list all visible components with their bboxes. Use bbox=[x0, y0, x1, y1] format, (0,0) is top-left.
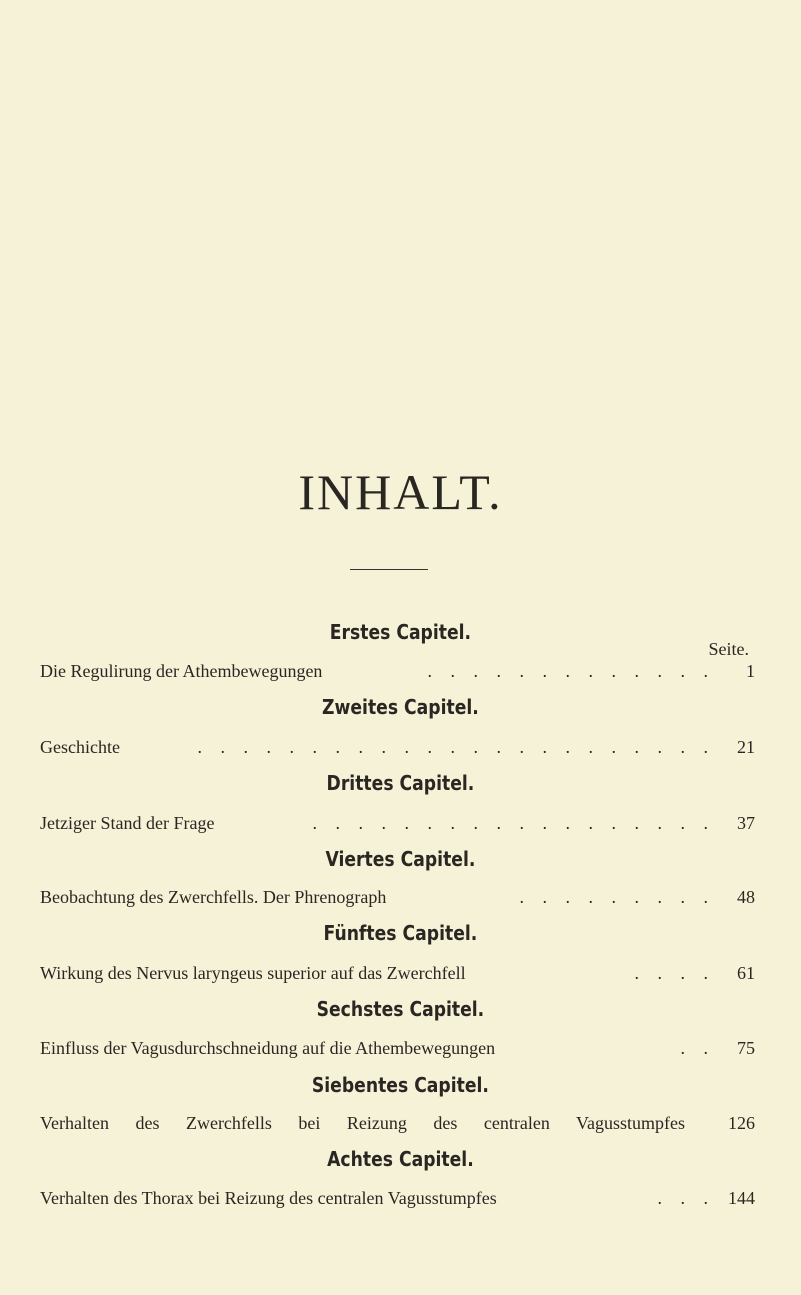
toc-page-number: 144 bbox=[728, 1188, 755, 1208]
toc-page-number: 126 bbox=[728, 1113, 755, 1133]
toc-entry bbox=[40, 735, 755, 759]
toc-page-number: 21 bbox=[737, 737, 755, 757]
toc-page-number: 48 bbox=[737, 887, 755, 907]
chapter-heading: Viertes Capitel. bbox=[325, 847, 476, 871]
toc-entry bbox=[40, 1036, 755, 1060]
dot-leader: . . . . . . . . . . . . . bbox=[427, 661, 715, 681]
dot-leader: . . bbox=[680, 1038, 715, 1058]
toc-entry bbox=[40, 1186, 755, 1210]
chapter-heading: Zweites Capitel. bbox=[322, 695, 479, 719]
toc-entry bbox=[40, 1111, 755, 1135]
chapter-heading: Fünftes Capitel. bbox=[323, 921, 478, 945]
toc-entry-text: Jetziger Stand der Frage bbox=[40, 813, 215, 833]
dot-leader: . . . . . . . . . . . . . . . . . . . . . . . bbox=[197, 737, 715, 757]
toc-page-number: 37 bbox=[737, 813, 755, 833]
toc-page-number: 75 bbox=[737, 1038, 755, 1058]
toc-entry bbox=[40, 961, 755, 985]
toc-entry-text: Geschichte bbox=[40, 737, 120, 757]
dot-leader: . . . bbox=[657, 1188, 715, 1208]
toc-entry-text: Wirkung des Nervus laryngeus superior auf das Zwerchfell bbox=[40, 963, 466, 983]
chapter-heading: Erstes Capitel. bbox=[329, 620, 472, 644]
title-divider bbox=[350, 569, 428, 570]
chapter-heading: Sechstes Capitel. bbox=[316, 997, 485, 1021]
toc-entry bbox=[40, 659, 755, 683]
toc-page-number: 1 bbox=[746, 661, 755, 681]
toc-entry-text: Verhalten des Thorax bei Reizung des centralen Vagusstumpfes bbox=[40, 1188, 497, 1208]
toc-entry bbox=[40, 811, 755, 835]
page-title: INHALT. bbox=[298, 464, 503, 520]
toc-entry-text: Verhalten des Zwerchfells bei Reizung des centralen Vagusstumpfes bbox=[40, 1113, 685, 1133]
dot-leader: . . . . bbox=[634, 963, 715, 983]
dot-leader: . . . . . . . . . . . . . . . . . . bbox=[312, 813, 715, 833]
toc-entry bbox=[40, 885, 755, 909]
toc-page-number: 61 bbox=[737, 963, 755, 983]
toc-entry-text: Beobachtung des Zwerchfells. Der Phrenograph bbox=[40, 887, 387, 907]
toc-entry-text: Die Regulirung der Athembewegungen bbox=[40, 661, 323, 681]
chapter-heading: Siebentes Capitel. bbox=[311, 1073, 489, 1097]
chapter-heading: Achtes Capitel. bbox=[327, 1147, 474, 1171]
page-column-label: Seite. bbox=[708, 639, 749, 659]
dot-leader: . . . . . . . . . bbox=[519, 887, 715, 907]
toc-entry-text: Einfluss der Vagusdurchschneidung auf die Athembewegungen bbox=[40, 1038, 496, 1058]
chapter-heading: Drittes Capitel. bbox=[326, 771, 475, 795]
